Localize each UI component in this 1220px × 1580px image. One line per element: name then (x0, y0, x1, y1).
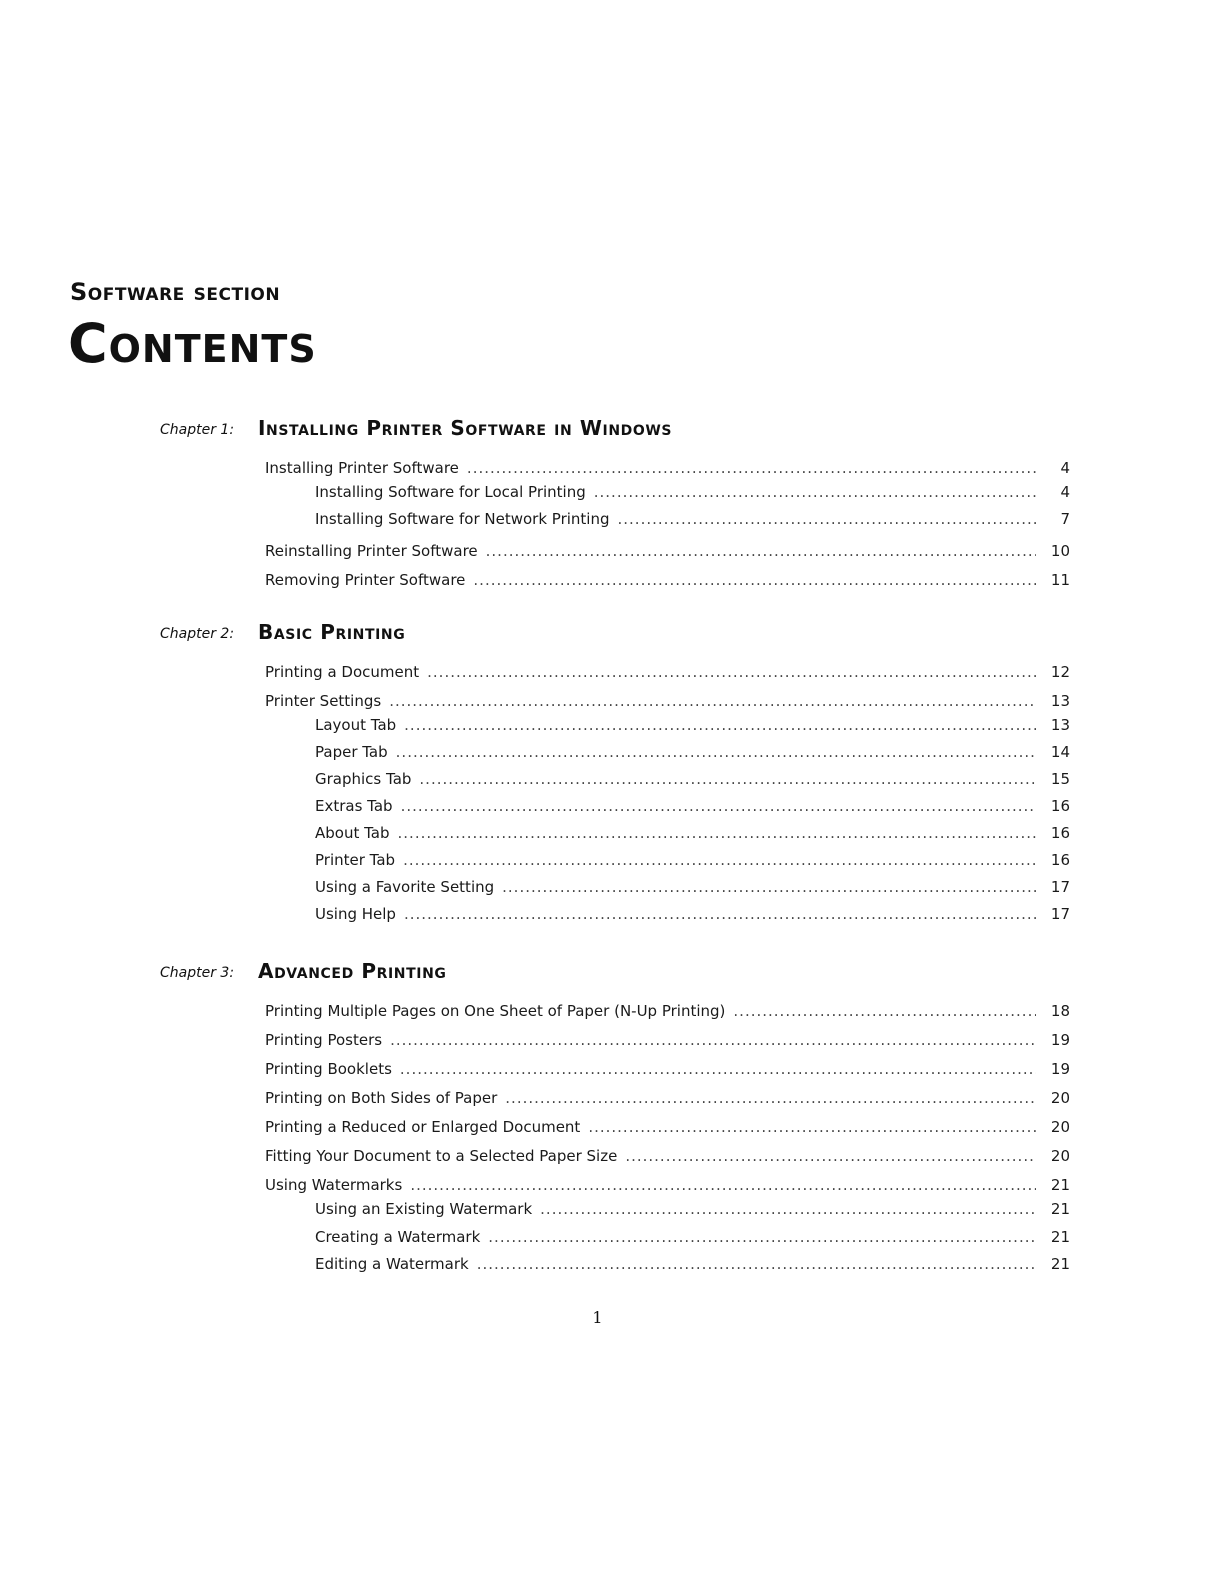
toc-page-number: 16 (1050, 851, 1070, 869)
toc-entry-title: About Tab (315, 824, 390, 842)
toc-page-number: 15 (1050, 770, 1070, 788)
toc-entry-title: Printing Booklets (265, 1060, 392, 1078)
toc-entry-title: Graphics Tab (315, 770, 412, 788)
toc-entry-title: Creating a Watermark (315, 1228, 481, 1246)
toc-entry[interactable] (315, 1200, 1070, 1222)
toc-entry-title: Using Watermarks (265, 1176, 403, 1194)
toc-entry-title: Layout Tab (315, 716, 397, 734)
dot-leader (502, 878, 1036, 896)
toc-entry[interactable] (265, 1089, 1070, 1111)
toc-page-number: 12 (1050, 663, 1070, 681)
toc-page-number: 10 (1050, 542, 1070, 560)
dot-leader (477, 1255, 1036, 1273)
toc-entry[interactable] (315, 851, 1070, 873)
toc-entry-title: Extras Tab (315, 797, 393, 815)
toc-entry[interactable] (315, 716, 1070, 738)
toc-page-number: 7 (1060, 510, 1070, 528)
toc-entry[interactable] (265, 459, 1070, 481)
dot-leader (486, 542, 1036, 560)
toc-page-number: 16 (1050, 824, 1070, 842)
toc-page-number: 13 (1050, 716, 1070, 734)
dot-leader (404, 716, 1036, 734)
toc-page-number: 19 (1050, 1060, 1070, 1078)
toc-entry-title: Installing Software for Local Printing (315, 483, 586, 501)
toc-entry-title: Printing a Document (265, 663, 420, 681)
toc-page-number: 18 (1050, 1002, 1070, 1020)
dot-leader (594, 483, 1036, 501)
chapter-2 (160, 612, 1080, 923)
toc-page-number: 4 (1060, 483, 1070, 501)
toc-page-number: 16 (1050, 797, 1070, 815)
dot-leader (488, 1228, 1036, 1246)
toc-entry-title: Paper Tab (315, 743, 388, 761)
toc-entry[interactable] (315, 770, 1070, 792)
toc-entry[interactable] (315, 905, 1070, 927)
toc-entry[interactable] (315, 743, 1070, 765)
toc-entry-title: Printer Settings (265, 692, 382, 710)
toc-page-number: 17 (1050, 878, 1070, 896)
dot-leader (410, 1176, 1036, 1194)
toc-entry-title: Fitting Your Document to a Selected Paper Size (265, 1147, 618, 1165)
toc-entry[interactable] (315, 483, 1070, 505)
toc-entry[interactable] (315, 510, 1070, 532)
dot-leader (618, 510, 1037, 528)
toc-entry-title: Removing Printer Software (265, 571, 466, 589)
toc-page-number: 14 (1050, 743, 1070, 761)
toc-entry[interactable] (315, 878, 1070, 900)
toc-page-number: 21 (1050, 1255, 1070, 1273)
dot-leader (404, 905, 1036, 923)
toc-page-number: 20 (1050, 1118, 1070, 1136)
toc-entry[interactable] (265, 692, 1070, 714)
toc-page-number: 13 (1050, 692, 1070, 710)
toc-entry[interactable] (265, 1118, 1070, 1140)
dot-leader (733, 1002, 1036, 1020)
chapter-label: Chapter 2: (160, 626, 235, 642)
chapter-title: Advanced Printing (258, 959, 447, 983)
chapter-label: Chapter 3: (160, 965, 235, 981)
chapter-1 (160, 408, 1080, 589)
dot-leader (419, 770, 1036, 788)
page-number: 1 (592, 1308, 603, 1327)
dot-leader (625, 1147, 1036, 1165)
dot-leader (390, 1031, 1036, 1049)
chapter-title: Installing Printer Software in Windows (258, 416, 673, 440)
toc-entry-title: Editing a Watermark (315, 1255, 469, 1273)
toc-entry[interactable] (265, 663, 1070, 685)
toc-page-number: 19 (1050, 1031, 1070, 1049)
toc-entry-title: Printing a Reduced or Enlarged Document (265, 1118, 581, 1136)
dot-leader (389, 692, 1036, 710)
toc-entry[interactable] (265, 1147, 1070, 1169)
toc-page-number: 21 (1050, 1228, 1070, 1246)
toc-entry[interactable] (265, 542, 1070, 564)
toc-entry-title: Using an Existing Watermark (315, 1200, 533, 1218)
chapter-heading (160, 408, 1080, 442)
dot-leader (396, 743, 1036, 761)
dot-leader (427, 663, 1036, 681)
toc-entry-title: Printing Posters (265, 1031, 383, 1049)
toc-entry[interactable] (265, 1002, 1070, 1024)
chapter-title: Basic Printing (258, 620, 406, 644)
dot-leader (588, 1118, 1036, 1136)
toc-page-number: 20 (1050, 1147, 1070, 1165)
toc-entry-title: Printing on Both Sides of Paper (265, 1089, 498, 1107)
chapter-3 (160, 951, 1080, 1273)
dot-leader (473, 571, 1036, 589)
toc-entry-title: Installing Software for Network Printing (315, 510, 610, 528)
toc-page-number: 11 (1050, 571, 1070, 589)
toc-page-number: 4 (1060, 459, 1070, 477)
toc-entry[interactable] (315, 824, 1070, 846)
toc-entry[interactable] (315, 1255, 1070, 1277)
toc-entry-title: Printing Multiple Pages on One Sheet of Paper (N-Up Printing) (265, 1002, 726, 1020)
dot-leader (540, 1200, 1036, 1218)
toc-entry-title: Using Help (315, 905, 396, 923)
toc-page-number: 21 (1050, 1176, 1070, 1194)
chapter-label: Chapter 1: (160, 422, 235, 438)
dot-leader (398, 824, 1036, 842)
toc-entry-title: Printer Tab (315, 851, 396, 869)
toc-entry[interactable] (315, 797, 1070, 819)
toc-entry[interactable] (315, 1228, 1070, 1250)
toc-entry[interactable] (265, 1060, 1070, 1082)
toc-entry-title: Reinstalling Printer Software (265, 542, 478, 560)
chapter-heading (160, 612, 1080, 646)
page-title: Contents (68, 312, 317, 375)
dot-leader (505, 1089, 1036, 1107)
section-label: Software section (70, 278, 281, 306)
dot-leader (400, 1060, 1036, 1078)
toc-entry-title: Using a Favorite Setting (315, 878, 495, 896)
dot-leader (403, 851, 1036, 869)
dot-leader (401, 797, 1036, 815)
toc-entry[interactable] (265, 1176, 1070, 1198)
toc-page-number: 17 (1050, 905, 1070, 923)
toc-entry[interactable] (265, 1031, 1070, 1053)
toc-page-number: 20 (1050, 1089, 1070, 1107)
toc-page-number: 21 (1050, 1200, 1070, 1218)
toc-entry[interactable] (265, 571, 1070, 593)
chapter-heading (160, 951, 1080, 985)
toc-entry-title: Installing Printer Software (265, 459, 459, 477)
dot-leader (467, 459, 1036, 477)
